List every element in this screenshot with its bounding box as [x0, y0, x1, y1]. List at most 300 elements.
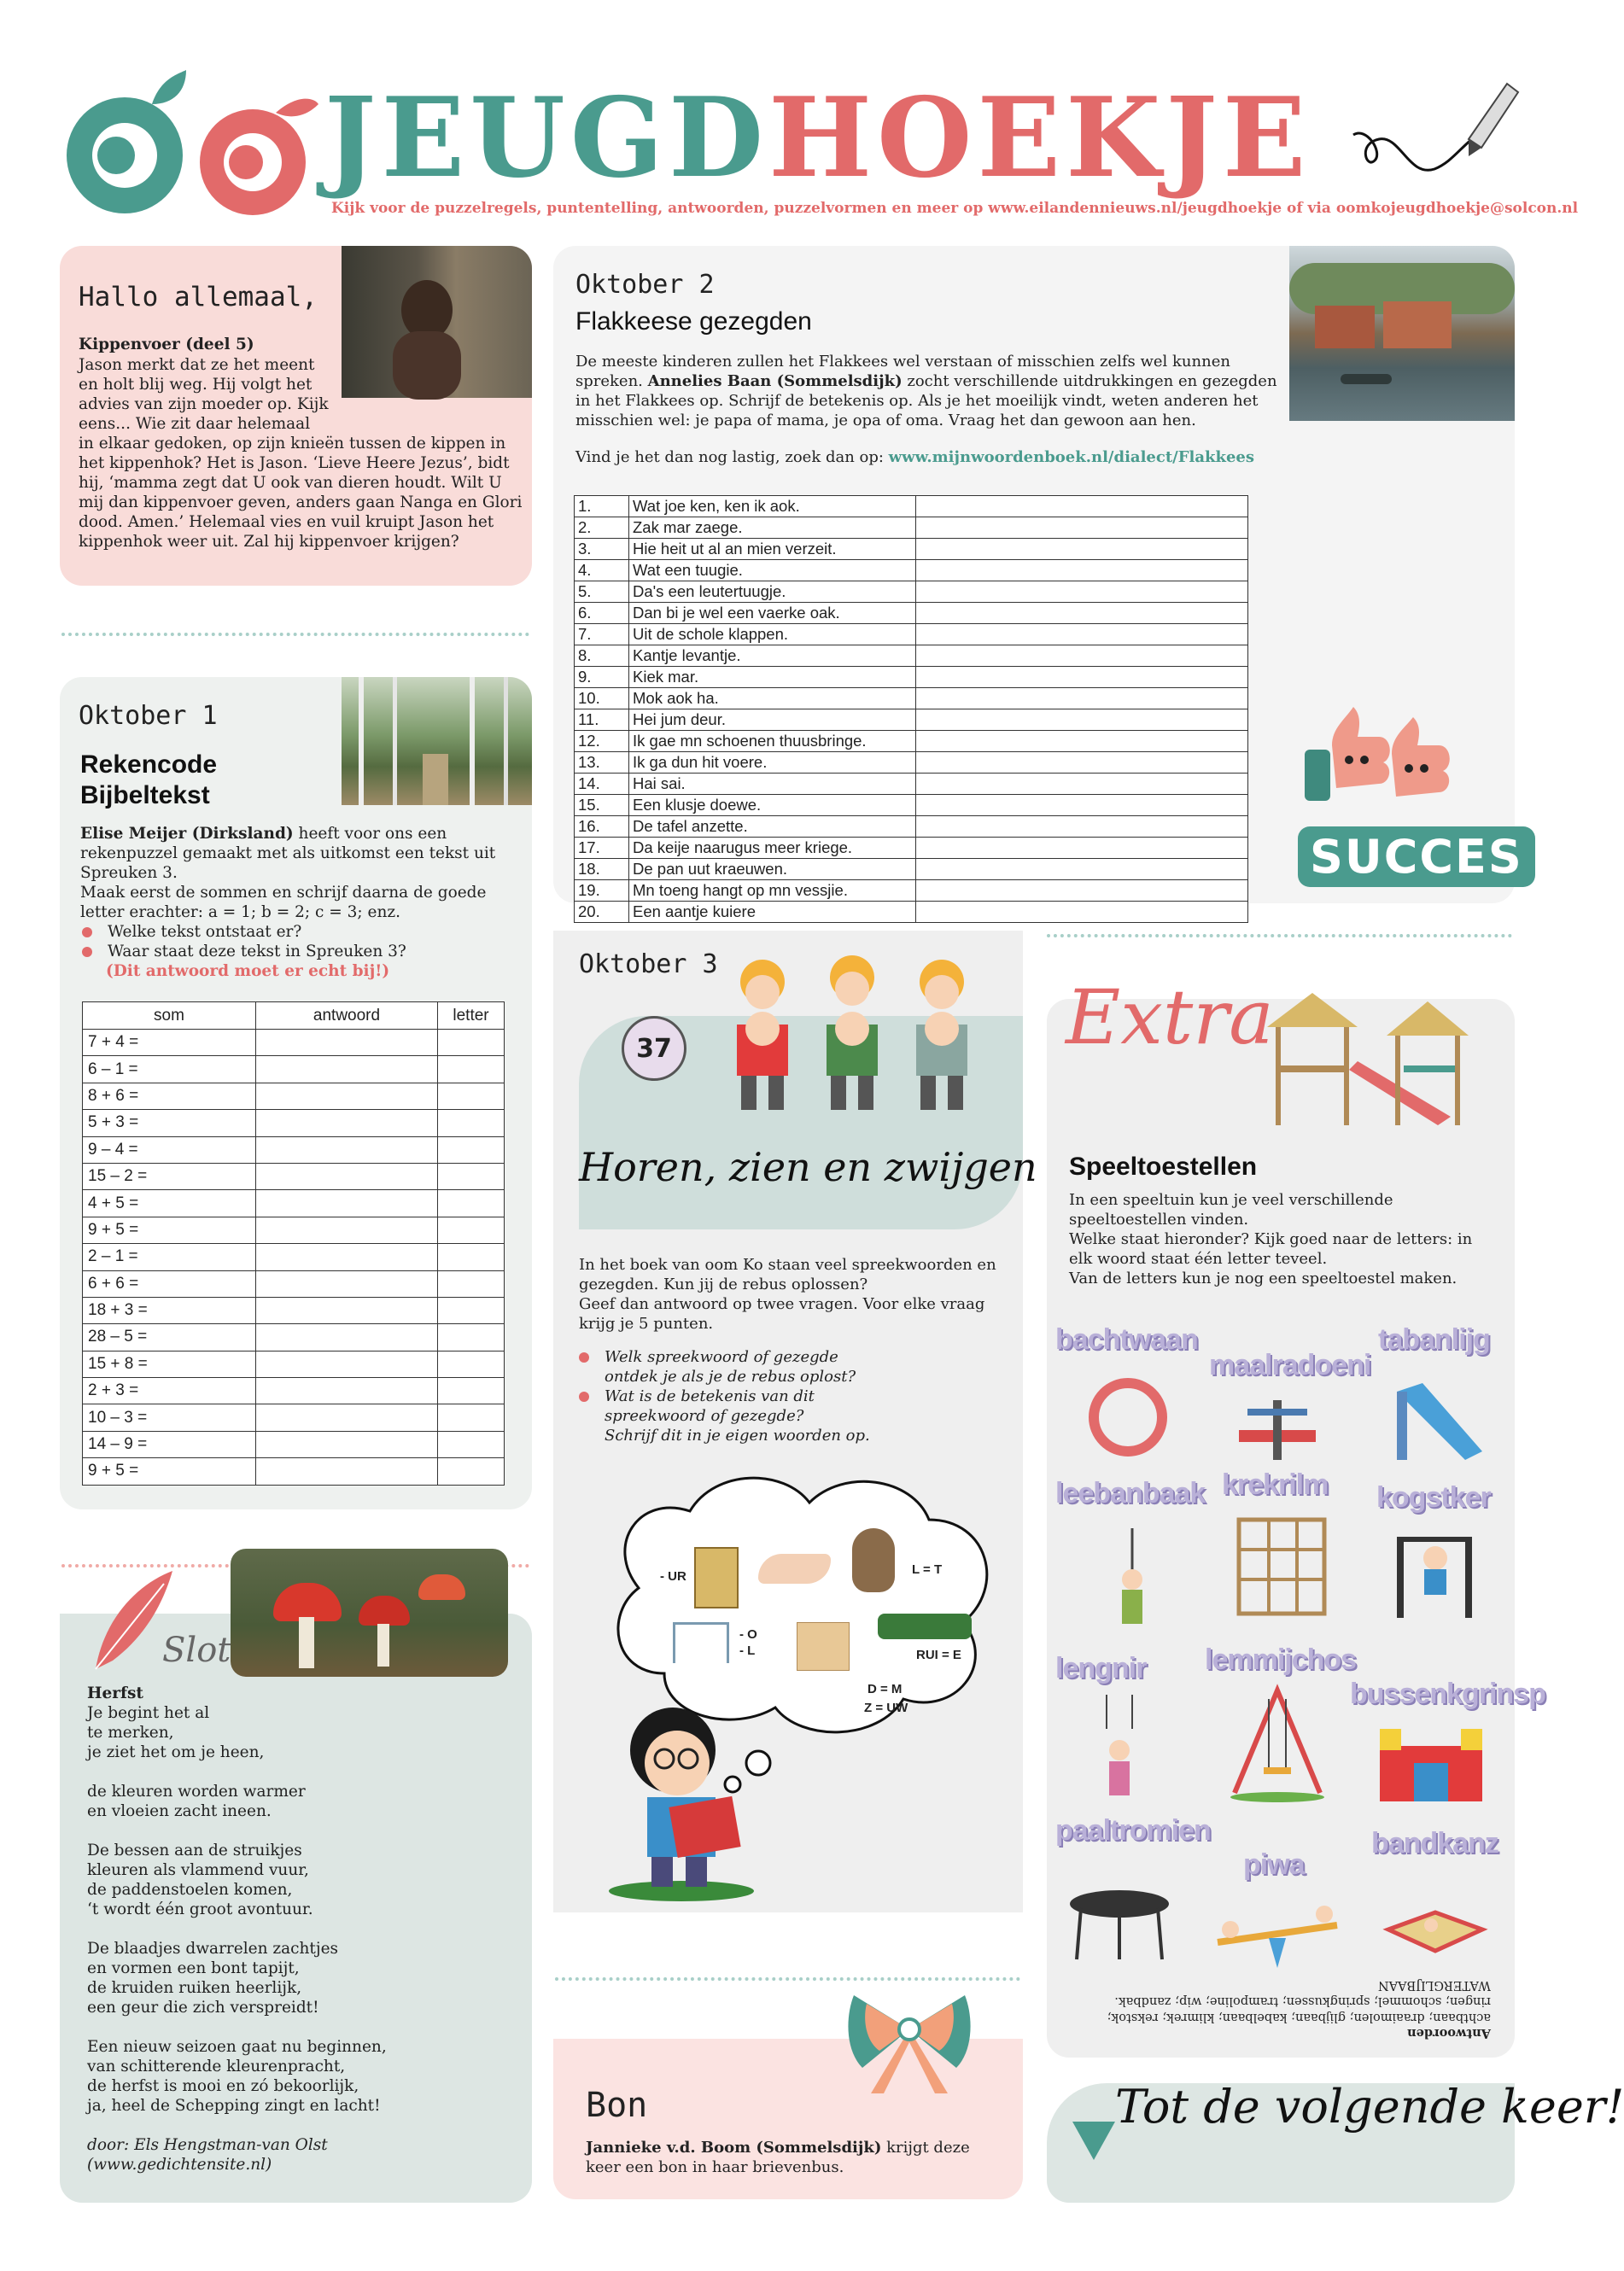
answer-cell[interactable] [256, 1324, 438, 1351]
meaning-cell[interactable] [916, 539, 1248, 560]
jumbled-word: krekrilm [1222, 1468, 1329, 1501]
phrase-number: 10. [575, 688, 629, 709]
intro-line: het kippenhok? Het is Jason. ‘Lieve Heere Jezus’, bidt [79, 454, 510, 472]
meaning-cell[interactable] [916, 859, 1248, 880]
oktober2-text: Vind je het dan nog lastig, zoek dan op: [575, 448, 889, 466]
phrase-row [575, 731, 1248, 752]
mushroom-photo [231, 1549, 508, 1677]
poem-line: kleuren als vlammend vuur, [87, 1861, 309, 1879]
owl-icon [852, 1528, 895, 1592]
sum-row [83, 1083, 505, 1109]
answers-block [1089, 1976, 1491, 2041]
oktober2-author: Annelies Baan (Sommelsdijk) [647, 372, 903, 390]
phrase-text: Een klusje doewe. [629, 795, 916, 816]
phrase-row [575, 859, 1248, 880]
meaning-cell[interactable] [916, 688, 1248, 709]
oktober3-text: Geef dan antwoord op twee vragen. Voor elke vraag [579, 1295, 985, 1313]
answers-line: WATERGLIJBAAN [1377, 1978, 1491, 1992]
jumbled-word: bandkanz [1371, 1827, 1498, 1859]
oktober3-question: Welk spreekwoord of gezegde [605, 1348, 838, 1366]
answers-line: ringen; schommel; springkussen; trampoline; wip; zandbak. [1114, 1994, 1491, 2008]
oktober3-date: Oktober 3 [579, 949, 718, 979]
oktober3-panel [553, 931, 1037, 1912]
header-subtitle: Kijk voor de puzzelregels, puntentelling, antwoorden, puzzelvormen en meer op www.eilandennieuws.nl/jeugdhoekje of via oomkojeugdhoekje@solcon.nl [331, 200, 1579, 217]
extra-text: elk woord staat één letter teveel. [1069, 1250, 1328, 1268]
phrase-row [575, 902, 1248, 923]
sum-cell: 8 + 6 = [83, 1083, 256, 1109]
jumbled-word: kogstker [1376, 1481, 1491, 1514]
bon-winner: Jannieke v.d. Boom (Sommelsdijk) [586, 2139, 882, 2157]
meaning-cell[interactable] [916, 902, 1248, 923]
intro-line: kippenhok weer uit. Zal hij kippenvoer krijgen? [79, 533, 459, 551]
intro-line: Jason merkt dat ze het meent [79, 356, 315, 374]
extra-panel [1047, 973, 1545, 2058]
oktober1-question: Welke tekst ontstaat er? [108, 923, 302, 941]
phrase-row [575, 645, 1248, 667]
poem-line: Een nieuw seizoen gaat nu beginnen, [87, 2038, 387, 2056]
rings-icon [1081, 1695, 1158, 1806]
phrase-number: 6. [575, 603, 629, 624]
oktober2-text: spreken. [575, 372, 648, 390]
sum-cell: 15 + 8 = [83, 1351, 256, 1377]
sum-row [83, 1056, 505, 1083]
number-badge-value: 37 [636, 1033, 672, 1064]
phrase-text: De pan uut kraeuwen. [629, 859, 916, 880]
poem-line: ‘t wordt één groot avontuur. [87, 1900, 313, 1918]
triangle-icon [1072, 2122, 1115, 2160]
phrase-number: 5. [575, 581, 629, 603]
phrase-row [575, 560, 1248, 581]
oktober3-question: Wat is de betekenis van dit [605, 1387, 815, 1405]
phrase-number: 3. [575, 539, 629, 560]
answer-cell[interactable] [256, 1217, 438, 1243]
sum-cell: 2 – 1 = [83, 1244, 256, 1270]
slot-poem [87, 1684, 387, 2175]
phrase-row [575, 539, 1248, 560]
poem-line: De blaadjes dwarrelen zachtjes [87, 1940, 339, 1958]
phrase-row [575, 752, 1248, 774]
blocks-icon [797, 1622, 850, 1671]
phrase-text: Kantje levantje. [629, 645, 916, 667]
oktober2-text: De meeste kinderen zullen het Flakkees wel verstaan of misschien zelfs wel kunnen [575, 353, 1230, 371]
phrase-number: 19. [575, 880, 629, 902]
letter-cell[interactable] [438, 1404, 505, 1431]
sum-row [83, 1190, 505, 1217]
phrase-row [575, 880, 1248, 902]
fountain-pen-icon [1349, 67, 1520, 195]
oktober1-question: Waar staat deze tekst in Spreuken 3? [108, 943, 406, 960]
oktober2-text: misschien wel: je papa of mama, je opa of oma. Vraag het dan gewoon aan hen. [575, 412, 1196, 429]
number-badge [622, 1016, 686, 1081]
oktober1-intro [80, 824, 524, 981]
oktober3-title: Horen, zien en zwijgen [579, 1144, 1037, 1190]
poem-line: de kleuren worden warmer [87, 1783, 306, 1801]
poem-line: de herfst is mooi en zó bekoorlijk, [87, 2077, 359, 2095]
sum-cell: 2 + 3 = [83, 1378, 256, 1404]
answer-cell[interactable] [256, 1351, 438, 1377]
poem-line: de paddenstoelen komen, [87, 1881, 293, 1899]
phrase-number: 18. [575, 859, 629, 880]
oktober1-text: rekenpuzzel gemaakt met als uitkomst een tekst uit [80, 844, 496, 862]
oktober3-text: krijg je 5 punten. [579, 1315, 714, 1333]
boy-reading-icon [605, 1699, 775, 1904]
playground-icon [1250, 989, 1506, 1130]
col-letter: letter [438, 1002, 505, 1030]
oktober2-text: in het Flakkees op. Schrijf de betekenis op. Als je het moeilijk vindt, weten anderen het [575, 392, 1259, 410]
letter-cell[interactable] [438, 1297, 505, 1323]
meaning-cell[interactable] [916, 731, 1248, 752]
phrase-table [574, 495, 1248, 923]
rebus-lt: L = T [912, 1562, 943, 1577]
sum-row [83, 1163, 505, 1189]
letter-cell[interactable] [438, 1056, 505, 1083]
letter-cell[interactable] [438, 1083, 505, 1109]
phrase-text: Hie heit ut al an mien verzeit. [629, 539, 916, 560]
meaning-cell[interactable] [916, 795, 1248, 816]
phrase-number: 12. [575, 731, 629, 752]
sum-cell: 9 + 5 = [83, 1458, 256, 1485]
extra-text: In een speeltuin kun je veel verschillende [1069, 1191, 1393, 1209]
sum-cell: 28 – 5 = [83, 1324, 256, 1351]
answer-cell[interactable] [256, 1030, 438, 1056]
answer-cell[interactable] [256, 1136, 438, 1163]
swing-icon [1226, 1682, 1329, 1801]
phrase-number: 13. [575, 752, 629, 774]
oktober1-title-1: Rekencode [80, 750, 218, 779]
phrase-number: 7. [575, 624, 629, 645]
phrase-number: 17. [575, 838, 629, 859]
sum-cell: 15 – 2 = [83, 1163, 256, 1189]
phrase-row [575, 795, 1248, 816]
bullet-icon [579, 1392, 589, 1402]
phrase-number: 11. [575, 709, 629, 731]
sum-row [83, 1270, 505, 1297]
phrase-number: 9. [575, 667, 629, 688]
slot-panel [60, 1614, 532, 2203]
bon-text [586, 2138, 970, 2177]
meaning-cell[interactable] [916, 645, 1248, 667]
phrase-number: 2. [575, 517, 629, 539]
hedge-icon [878, 1614, 972, 1639]
phrase-text: De tafel anzette. [629, 816, 916, 838]
rebus-l: - L [739, 1643, 756, 1658]
door-icon [694, 1547, 739, 1608]
answer-cell[interactable] [256, 1431, 438, 1457]
jumbled-word: leebanbaak [1055, 1477, 1206, 1509]
sum-row [83, 1030, 505, 1056]
oktober3-question: ontdek je als je de rebus oplost? [605, 1368, 856, 1386]
letter-cell[interactable] [438, 1458, 505, 1485]
sum-row [83, 1297, 505, 1323]
poem-line: en vormen een bont tapijt, [87, 1959, 300, 1977]
oktober1-text: heeft voor ons een [293, 825, 447, 843]
oktober2-text: zocht verschillende uitdrukkingen en gezegden [902, 372, 1277, 390]
rebus-zuw: Z = UW [864, 1701, 908, 1715]
letter-cell[interactable] [438, 1217, 505, 1243]
poem-line: van schitterende kleurenpracht, [87, 2058, 346, 2075]
rebus-dm: D = M [867, 1682, 903, 1696]
high-bar-icon [1388, 1520, 1482, 1622]
slide-icon [1388, 1375, 1491, 1468]
answer-cell[interactable] [256, 1110, 438, 1136]
sum-row [83, 1351, 505, 1377]
answer-cell[interactable] [256, 1297, 438, 1323]
intro-line: dood. Amen.’ Helemaal vies en vuil kruipt Jason het [79, 513, 494, 531]
oktober1-author: Elise Meijer (Dirksland) [80, 825, 294, 843]
letter-cell[interactable] [438, 1244, 505, 1270]
bon-text-part: keer een bon in haar brievenbus. [586, 2158, 844, 2176]
harbour-photo [1289, 246, 1515, 421]
letter-cell[interactable] [438, 1163, 505, 1189]
trampoline-icon [1064, 1878, 1175, 1964]
oktober1-date: Oktober 1 [79, 701, 218, 731]
phrase-row [575, 709, 1248, 731]
answer-cell[interactable] [256, 1056, 438, 1083]
answer-cell[interactable] [256, 1244, 438, 1270]
answer-cell[interactable] [256, 1083, 438, 1109]
merry-go-round-icon [1230, 1392, 1324, 1468]
meaning-cell[interactable] [916, 624, 1248, 645]
phrase-text: Ik ga dun hit voere. [629, 752, 916, 774]
title-hoekje: HOEKJE [768, 74, 1311, 202]
answers-line: achtbaan; draaimolen; glijbaan; kabelbaan; klimrek; rekstok; [1107, 2011, 1491, 2024]
jumbled-word: maalradoeni [1209, 1349, 1371, 1381]
phrase-row [575, 667, 1248, 688]
meaning-cell[interactable] [916, 774, 1248, 795]
letter-cell[interactable] [438, 1431, 505, 1457]
phrase-text: Hei jum deur. [629, 709, 916, 731]
cherry-logo-icon [58, 70, 323, 219]
oktober3-text: gezegden. Kun jij de rebus oplossen? [579, 1276, 868, 1293]
sum-table [82, 1001, 505, 1486]
intro-line: hij, ‘mamma zegt dat U ook van dieren houdt. Wilt U [79, 474, 502, 492]
dictionary-link[interactable]: www.mijnwoordenboek.nl/dialect/Flakkees [888, 448, 1254, 466]
meaning-cell[interactable] [916, 709, 1248, 731]
letter-cell[interactable] [438, 1190, 505, 1217]
intro-line: eens... Wie zit daar helemaal [79, 415, 311, 433]
phrase-text: Wat joe ken, ken ik aok. [629, 496, 916, 517]
sum-row [83, 1431, 505, 1457]
sum-cell: 18 + 3 = [83, 1297, 256, 1323]
thumbs-up-icon [1298, 707, 1477, 818]
answer-cell[interactable] [256, 1190, 438, 1217]
oktober3-intro [579, 1255, 996, 1445]
meaning-cell[interactable] [916, 880, 1248, 902]
oktober1-note: (Dit antwoord moet er echt bij!) [106, 962, 390, 980]
phrase-row [575, 517, 1248, 539]
extra-text: Welke staat hieronder? Kijk goed naar de letters: in [1069, 1230, 1473, 1248]
phrase-row [575, 603, 1248, 624]
phrase-row [575, 624, 1248, 645]
extra-label: Extra [1066, 973, 1274, 1061]
sum-row [83, 1110, 505, 1136]
intro-line: mij dan kippenvoer geven, anders gaan Nanga en Glori [79, 493, 523, 511]
letter-cell[interactable] [438, 1270, 505, 1297]
goal-icon [673, 1622, 729, 1663]
meaning-cell[interactable] [916, 603, 1248, 624]
intro-line: advies van zijn moeder op. Kijk [79, 395, 329, 413]
jumbled-word: bachtwaan [1055, 1323, 1198, 1356]
letter-cell[interactable] [438, 1351, 505, 1377]
bullet-icon [579, 1352, 589, 1363]
phrase-text: Een aantje kuiere [629, 902, 916, 923]
poem-line: je ziet het om je heen, [87, 1743, 265, 1761]
jumbled-word: lengnir [1055, 1652, 1147, 1684]
sum-cell: 10 – 3 = [83, 1404, 256, 1431]
phrase-text: Mok aok ha. [629, 688, 916, 709]
forest-photo [342, 677, 532, 805]
phrase-text: Ik gae mn schoenen thuusbringe. [629, 731, 916, 752]
extra-text: speeltoestellen vinden. [1069, 1211, 1249, 1229]
bouncy-castle-icon [1371, 1716, 1491, 1810]
meaning-cell[interactable] [916, 560, 1248, 581]
phrase-number: 14. [575, 774, 629, 795]
answer-cell[interactable] [256, 1163, 438, 1189]
sum-row [83, 1378, 505, 1404]
oktober3-question: spreekwoord of gezegde? [605, 1407, 804, 1425]
oktober1-text: Spreuken 3. [80, 864, 178, 882]
sum-cell: 9 – 4 = [83, 1136, 256, 1163]
meaning-cell[interactable] [916, 667, 1248, 688]
intro-greeting: Hallo allemaal, [79, 282, 318, 312]
phrase-text: Zak mar zaege. [629, 517, 916, 539]
sum-row [83, 1217, 505, 1243]
phrase-number: 4. [575, 560, 629, 581]
phrase-row [575, 688, 1248, 709]
meaning-cell[interactable] [916, 517, 1248, 539]
three-monkeys-kids-icon [716, 948, 997, 1118]
child-photo [342, 246, 532, 398]
answer-cell[interactable] [256, 1404, 438, 1431]
sum-row [83, 1404, 505, 1431]
sum-row [83, 1458, 505, 1485]
phrase-text: Da keije naarugus meer kriege. [629, 838, 916, 859]
phrase-number: 8. [575, 645, 629, 667]
intro-title: Kippenvoer (deel 5) [79, 336, 254, 353]
poem-line: De bessen aan de struikjes [87, 1842, 302, 1859]
sum-cell: 5 + 3 = [83, 1110, 256, 1136]
sum-row [83, 1136, 505, 1163]
sum-cell: 6 + 6 = [83, 1270, 256, 1297]
slot-title: Herfst [87, 1684, 143, 1702]
meaning-cell[interactable] [916, 496, 1248, 517]
phrase-text: Kiek mar. [629, 667, 916, 688]
answers-title: Antwoorden [1407, 2026, 1491, 2040]
sum-cell: 9 + 5 = [83, 1217, 256, 1243]
poem-line: ja, heel de Schepping zingt en lacht! [87, 2097, 381, 2115]
answer-cell[interactable] [256, 1270, 438, 1297]
ribbon-bow-icon [845, 1982, 973, 2093]
oktober3-question: Schrijf dit in je eigen woorden op. [605, 1427, 870, 1445]
rebus-ur: - UR [660, 1569, 686, 1584]
phrase-row [575, 774, 1248, 795]
poem-line: en vloeien zacht ineen. [87, 1802, 272, 1820]
meaning-cell[interactable] [916, 581, 1248, 603]
jumbled-word: tabanlijg [1378, 1323, 1490, 1356]
sum-cell: 7 + 4 = [83, 1030, 256, 1056]
sum-row [83, 1244, 505, 1270]
phrase-text: Uit de schole klappen. [629, 624, 916, 645]
hand-icon [758, 1554, 831, 1584]
oktober2-date: Oktober 2 [575, 270, 715, 300]
phrase-number: 20. [575, 902, 629, 923]
jumbled-word: lemmijchos [1205, 1643, 1357, 1676]
oktober2-intro [575, 352, 1277, 467]
bon-text-part: krijgt deze [881, 2139, 970, 2157]
closing-banner [1047, 2080, 1624, 2203]
phrase-number: 1. [575, 496, 629, 517]
phrase-row [575, 496, 1248, 517]
phrase-text: Wat een tuugie. [629, 560, 916, 581]
letter-cell[interactable] [438, 1110, 505, 1136]
bon-title: Bon [586, 2086, 648, 2125]
oktober1-text: Maak eerst de sommen en schrijf daarna de goede [80, 884, 487, 902]
answer-cell[interactable] [256, 1458, 438, 1485]
meaning-cell[interactable] [916, 752, 1248, 774]
sum-cell: 14 – 9 = [83, 1431, 256, 1457]
col-som: som [83, 1002, 256, 1030]
sum-row [83, 1324, 505, 1351]
poem-line: de kruiden ruiken heerlijk, [87, 1979, 302, 1997]
sum-cell: 6 – 1 = [83, 1056, 256, 1083]
letter-cell[interactable] [438, 1378, 505, 1404]
jumbled-word: paaltromien [1055, 1814, 1211, 1847]
closing-text: Tot de volgende keer! [1115, 2080, 1624, 2134]
meaning-cell[interactable] [916, 816, 1248, 838]
oktober2-title: Flakkeese gezegden [575, 307, 812, 336]
poem-line: een geur die zich verspreidt! [87, 1999, 319, 2017]
sandbox-icon [1380, 1895, 1491, 1964]
answer-cell[interactable] [256, 1378, 438, 1404]
extra-text: Van de letters kun je nog een speeltoestel maken. [1069, 1270, 1458, 1287]
intro-line: in elkaar gedoken, op zijn knieën tussen de kippen in [79, 435, 506, 452]
phrase-row [575, 816, 1248, 838]
col-antwoord: antwoord [256, 1002, 438, 1030]
letter-cell[interactable] [438, 1136, 505, 1163]
extra-title: Speeltoestellen [1069, 1153, 1258, 1181]
phrase-row [575, 838, 1248, 859]
phrase-text: Da's een leutertuugje. [629, 581, 916, 603]
bullet-icon [82, 927, 92, 937]
jumbled-word: piwa [1243, 1848, 1305, 1881]
phrase-text: Dan bi je wel een vaerke oak. [629, 603, 916, 624]
jumbled-word: bussenkgrinsp [1350, 1678, 1545, 1710]
phrase-text: Mn toeng hangt op mn vessjie. [629, 880, 916, 902]
slot-credit-site: (www.gedichtensite.nl) [87, 2156, 272, 2174]
phrase-number: 16. [575, 816, 629, 838]
cable-ride-icon [1098, 1528, 1166, 1648]
phrase-row [575, 581, 1248, 603]
letter-cell[interactable] [438, 1030, 505, 1056]
rebus-o: - O [739, 1627, 757, 1642]
slot-credit: door: Els Hengstman-van Olst [87, 2136, 328, 2154]
sum-cell: 4 + 5 = [83, 1190, 256, 1217]
seesaw-icon [1209, 1904, 1346, 1972]
slot-label: Slot [162, 1631, 231, 1670]
letter-cell[interactable] [438, 1324, 505, 1351]
climbing-frame-icon [1230, 1511, 1333, 1622]
extra-intro [1069, 1190, 1472, 1288]
rebus-ruie: RUI = E [916, 1648, 961, 1662]
phrase-number: 15. [575, 795, 629, 816]
oktober1-text: letter erachter: a = 1; b = 2; c = 3; enz. [80, 903, 401, 921]
title-jeugd: JEUGD [324, 74, 769, 202]
oktober1-title-2: Bijbeltekst [80, 781, 210, 809]
bullet-icon [82, 947, 92, 957]
meaning-cell[interactable] [916, 838, 1248, 859]
intro-line: en holt blij weg. Hij volgt het [79, 376, 313, 394]
ring-slide-icon [1081, 1370, 1175, 1464]
